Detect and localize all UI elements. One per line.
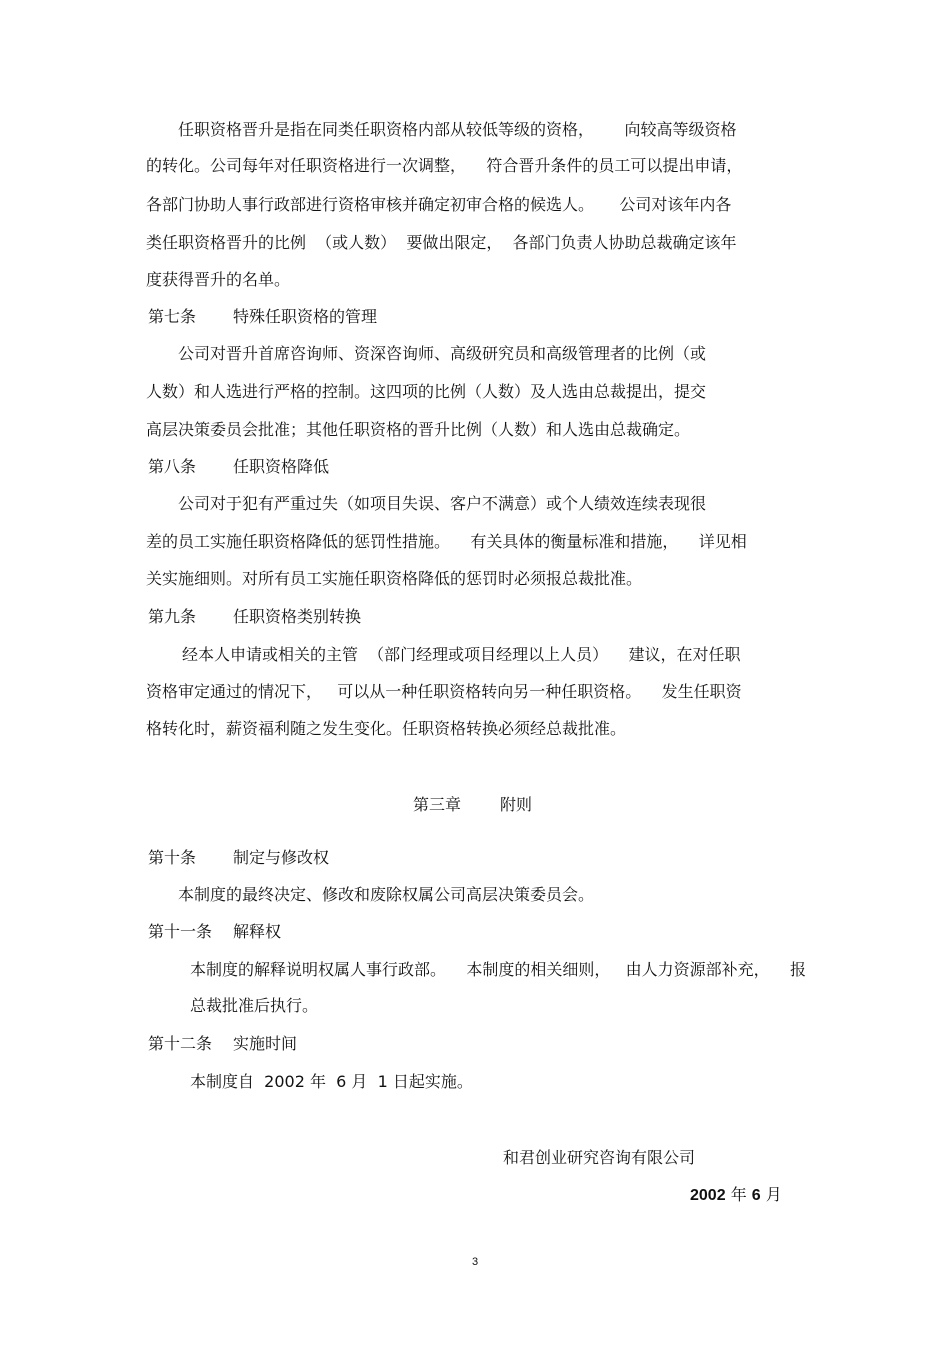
para10: 本制度的最终决定、修改和废除权属公司高层决策委员会。: [178, 885, 595, 904]
signature-date: [690, 1185, 782, 1206]
para1-line4: 类任职资格晋升的比例 （或人数） 要做出限定， 各部门负责人协助总裁确定该年: [146, 233, 737, 252]
para7-line2: 人数）和人选进行严格的控制。这四项的比例（人数）及人选由总裁提出，提交: [146, 382, 707, 401]
para1-line5: 度获得晋升的名单。: [146, 270, 291, 289]
article12-title: 实施时间: [233, 1034, 298, 1053]
para1-line2: 的转化。公司每年对任职资格进行一次调整， 符合晋升条件的员工可以提出申请，: [146, 156, 743, 175]
para12: 本制度自 2002 年 6 月 1 日起实施。: [190, 1072, 473, 1091]
chapter3-title: 附则: [500, 795, 533, 814]
para11-line1: 本制度的解释说明权属人事行政部。 本制度的相关细则， 由人力资源部补充， 报: [190, 960, 806, 979]
para9-line3: 格转化时，薪资福利随之发生变化。任职资格转换必须经总裁批准。: [146, 719, 627, 738]
company-name: 和君创业研究咨询有限公司: [503, 1148, 696, 1167]
date-year-unit: 年: [730, 1185, 747, 1204]
article8-title: 任职资格降低: [233, 457, 330, 476]
date-month-unit: 月: [765, 1185, 782, 1204]
para7-line3: 高层决策委员会批准；其他任职资格的晋升比例（人数）和人选由总裁确定。: [146, 420, 691, 439]
date-month: 6: [751, 1187, 761, 1204]
article7-title: 特殊任职资格的管理: [233, 307, 378, 326]
chapter3-number: 第三章: [413, 795, 462, 814]
page-number: 3: [472, 1256, 479, 1268]
article10-number: 第十条: [148, 848, 197, 867]
article11-number: 第十一条: [148, 922, 213, 941]
article8-number: 第八条: [148, 457, 197, 476]
para1-line1: 任职资格晋升是指在同类任职资格内部从较低等级的资格， 向较高等级资格: [178, 120, 737, 139]
date-year: 2002: [690, 1187, 726, 1204]
para8-line1: 公司对于犯有严重过失（如项目失误、客户不满意）或个人绩效连续表现很: [178, 494, 707, 513]
para7-line1: 公司对晋升首席咨询师、资深咨询师、高级研究员和高级管理者的比例（或: [178, 344, 707, 363]
para11-line2: 总裁批准后执行。: [190, 996, 319, 1015]
article9-number: 第九条: [148, 607, 197, 626]
para8-line3: 关实施细则。对所有员工实施任职资格降低的惩罚时必须报总裁批准。: [146, 569, 643, 588]
para1-line3: 各部门协助人事行政部进行资格审核并确定初审合格的候选人。 公司对该年内各: [146, 195, 732, 214]
para8-line2: 差的员工实施任职资格降低的惩罚性措施。 有关具体的衡量标准和措施， 详见相: [146, 532, 747, 551]
para9-line1: 经本人申请或相关的主管 （部门经理或项目经理以上人员） 建议，在对任职: [182, 645, 741, 664]
para9-line2: 资格审定通过的情况下， 可以从一种任职资格转向另一种任职资格。 发生任职资: [146, 682, 742, 701]
article10-title: 制定与修改权: [233, 848, 330, 867]
article12-number: 第十二条: [148, 1034, 213, 1053]
article7-number: 第七条: [148, 307, 197, 326]
article9-title: 任职资格类别转换: [233, 607, 362, 626]
article11-title: 解释权: [233, 922, 282, 941]
